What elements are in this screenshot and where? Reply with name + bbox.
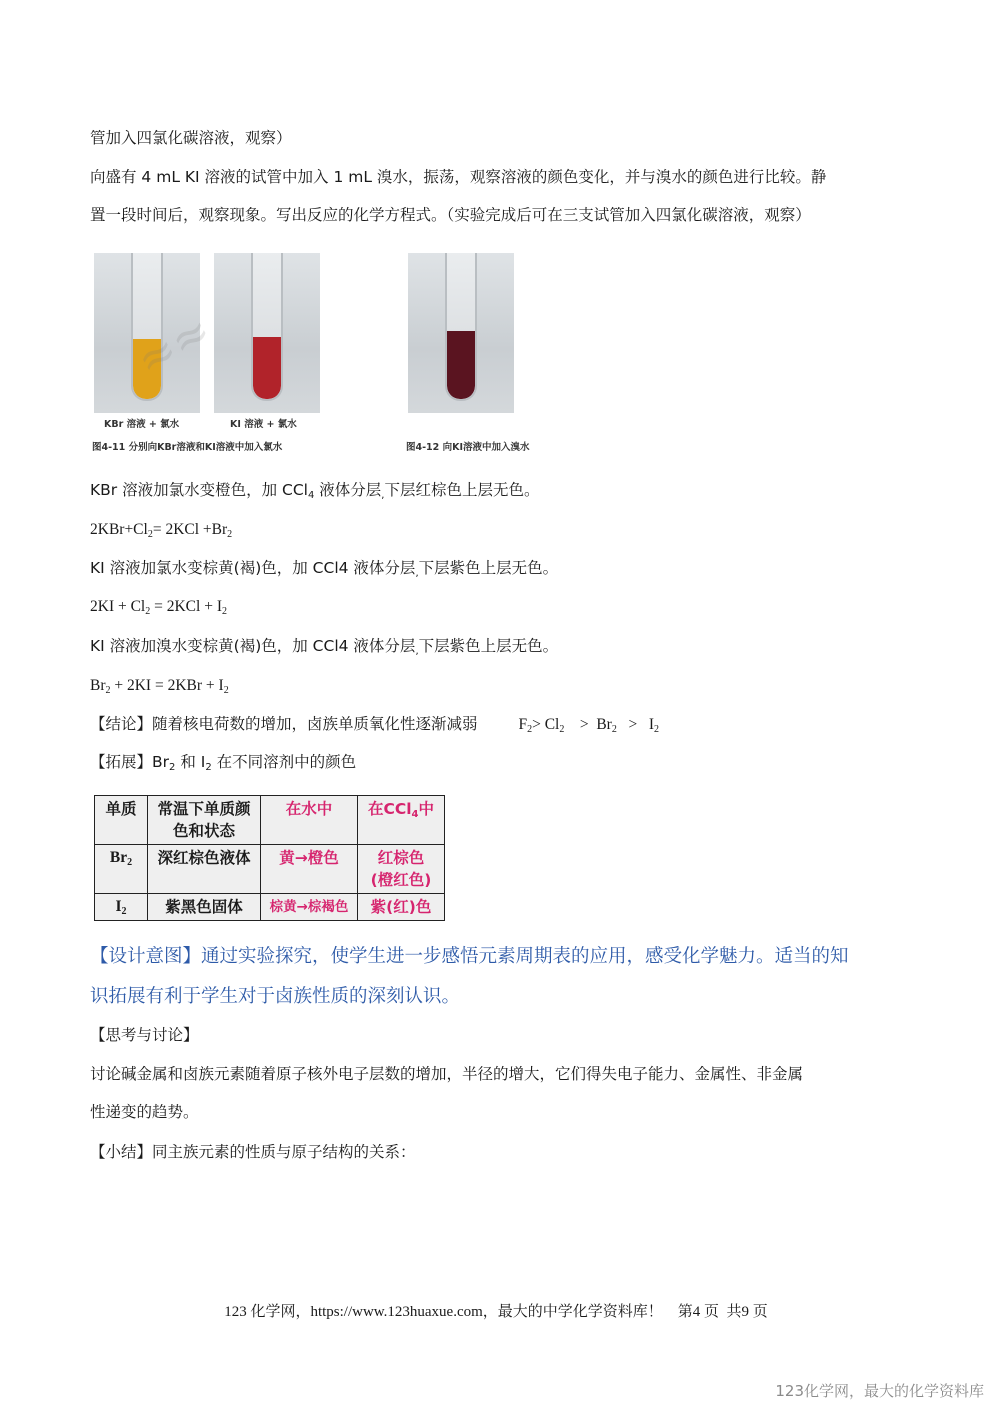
- text-line-1: 管加入四氯化碳溶液，观察）: [90, 129, 292, 147]
- table-cell: 棕黄→棕褐色: [261, 894, 358, 921]
- table-cell: 在水中: [261, 796, 358, 845]
- ki-chlorine-observation: KI 溶液加氯水变棕黄(褐)色，加 CCl4 液体分层$_,$下层紫色上层无色。: [90, 559, 559, 579]
- site-watermark: 123化学网，最大的化学资料库: [775, 1382, 984, 1400]
- table-cell: 紫黑色固体: [148, 894, 261, 921]
- design-intent-line-1: 【设计意图】通过实验探究，使学生进一步感悟元素周期表的应用，感受化学魅力。适当的知: [90, 946, 849, 967]
- table-row: [95, 894, 445, 921]
- design-intent-line-2: 识拓展有利于学生对于卤族性质的深刻认识。: [90, 986, 461, 1007]
- discussion-line-2: 性递变的趋势。: [90, 1103, 199, 1121]
- table-cell: 红棕色 (橙红色): [358, 845, 445, 894]
- caption-ki: KI 溶液 + 氯水: [230, 419, 297, 430]
- table-cell: 单质: [95, 796, 148, 845]
- summary-line: 【小结】同主族元素的性质与原子结构的关系：: [90, 1143, 416, 1161]
- table-cell: 常温下单质颜 色和状态: [148, 796, 261, 845]
- expand-line: 【拓展】$Br_2$ 和 $I_2$ 在不同溶剂中的颜色: [90, 753, 357, 773]
- conclusion-line: 【结论】随着核电荷数的增加，卤族单质氧化性逐渐减弱 $F_2> Cl_2$ > $Br_2 > I_2$: [90, 715, 659, 735]
- table-cell: $Br_2$: [95, 845, 148, 894]
- kbr-observation: KBr 溶液加氯水变橙色，加 CCl$_4$ 液体分层$_,$下层红棕色上层无色。: [90, 481, 540, 501]
- halogen-color-table: [94, 795, 445, 921]
- liquid-ki-bromine: [447, 331, 475, 399]
- discussion-title: 【思考与讨论】: [90, 1026, 199, 1044]
- caption-fig-4-11: 图4-11 分别向KBr溶液和KI溶液中加入氯水: [92, 442, 283, 453]
- table-cell: 紫(红)色: [358, 894, 445, 921]
- caption-kbr: KBr 溶液 + 氯水: [104, 419, 180, 430]
- discussion-line-1: 讨论碱金属和卤族元素随着原子核外电子层数的增加，半径的增大，它们得失电子能力、金属性、非金属: [90, 1065, 804, 1083]
- table-cell: 黄→橙色: [261, 845, 358, 894]
- ki-bromine-observation: KI 溶液加溴水变棕黄(褐)色，加 CCl4 液体分层$_,$下层紫色上层无色。: [90, 637, 559, 657]
- table-row: [95, 845, 445, 894]
- oxidizing-order: $F_2> Cl_2$ > $Br_2 > I_2$: [518, 716, 659, 735]
- equation-ki-bromine: $Br_2 + 2KI = 2KBr + I_2$: [90, 677, 229, 696]
- watermark-mark: ≈≈: [126, 302, 221, 388]
- text-line-2: 向盛有 4 mL KI 溶液的试管中加入 1 mL 溴水，振荡，观察溶液的颜色变化，并与溴水的颜色进行比较。静: [90, 168, 827, 186]
- text-line-3: 置一段时间后，观察现象。写出反应的化学方程式。（实验完成后可在三支试管加入四氯化碳溶液，观察）: [90, 206, 811, 224]
- tube-ki-bromine-image: [408, 253, 514, 413]
- caption-fig-4-12: 图4-12 向KI溶液中加入溴水: [406, 442, 530, 453]
- equation-ki-chlorine: $2KI + Cl_2 = 2KCl + I_2$: [90, 598, 227, 617]
- table-cell: $I_2$: [95, 894, 148, 921]
- equation-kbr: $2KBr+Cl_2= 2KCl +Br_2$: [90, 521, 233, 540]
- tube-ki-chlorine-image: [214, 253, 320, 413]
- page-footer: 123 化学网，https://www.123huaxue.com，最大的中学化学资料库！ 第4 页 共9 页: [224, 1304, 768, 1320]
- table-cell: 深红棕色液体: [148, 845, 261, 894]
- table-header-row: [95, 796, 445, 845]
- table-cell: 在CCl$_4$中: [358, 796, 445, 845]
- liquid-ki-chlorine: [253, 337, 281, 399]
